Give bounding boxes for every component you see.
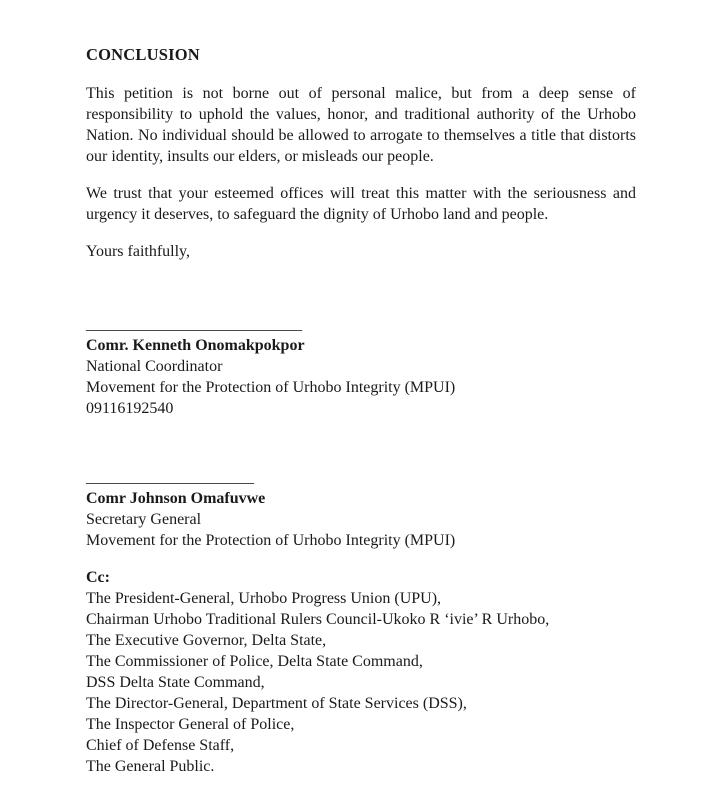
signatory-name: Comr. Kenneth Onomakpokpor [86, 337, 305, 354]
petition-paragraph-2: We trust that your esteemed offices will treat this matter with the seriousness and urgency it deserves, to safeguard the dignity of Urhobo land and people. [86, 185, 636, 223]
signatory-title: Secretary General [86, 511, 202, 528]
petition-paragraph-1: This petition is not borne out of personal malice, but from a deep sense of responsibility to uphold the values, honor, and traditional authority of the Urhobo Nation. No individual should be allowed to arrogate to themselves a title that distorts our identity, insults our elders, or misleads our people. [86, 85, 636, 165]
cc-recipient: Chief of Defense Staff, [86, 737, 235, 754]
signatory-name: Comr Johnson Omafuvwe [86, 490, 266, 507]
closing-salutation: Yours faithfully, [86, 243, 191, 260]
cc-recipient: The Inspector General of Police, [86, 716, 295, 733]
cc-section [86, 567, 636, 777]
cc-recipient: The General Public. [86, 758, 215, 775]
signature-line: _____________________ [86, 469, 254, 486]
conclusion-heading: CONCLUSION [86, 45, 200, 64]
signatory-organization: Movement for the Protection of Urhobo Integrity (MPUI) [86, 379, 456, 396]
cc-recipient: The Commissioner of Police, Delta State Command, [86, 653, 423, 670]
cc-label: Cc: [86, 569, 110, 586]
signatory-title: National Coordinator [86, 358, 223, 375]
cc-recipient: Chairman Urhobo Traditional Rulers Council-Ukoko R ‘ivie’ R Urhobo, [86, 611, 550, 628]
signatory-organization: Movement for the Protection of Urhobo Integrity (MPUI) [86, 532, 456, 549]
signature-line: ___________________________ [86, 316, 302, 333]
signature-block-national-coordinator [86, 314, 636, 419]
signature-block-secretary-general [86, 467, 636, 551]
signatory-phone: 09116192540 [86, 400, 174, 417]
cc-recipient: The Director-General, Department of State Services (DSS), [86, 695, 467, 712]
cc-recipient: The Executive Governor, Delta State, [86, 632, 327, 649]
cc-recipient: DSS Delta State Command, [86, 674, 265, 691]
cc-recipient: The President-General, Urhobo Progress Union (UPU), [86, 590, 442, 607]
